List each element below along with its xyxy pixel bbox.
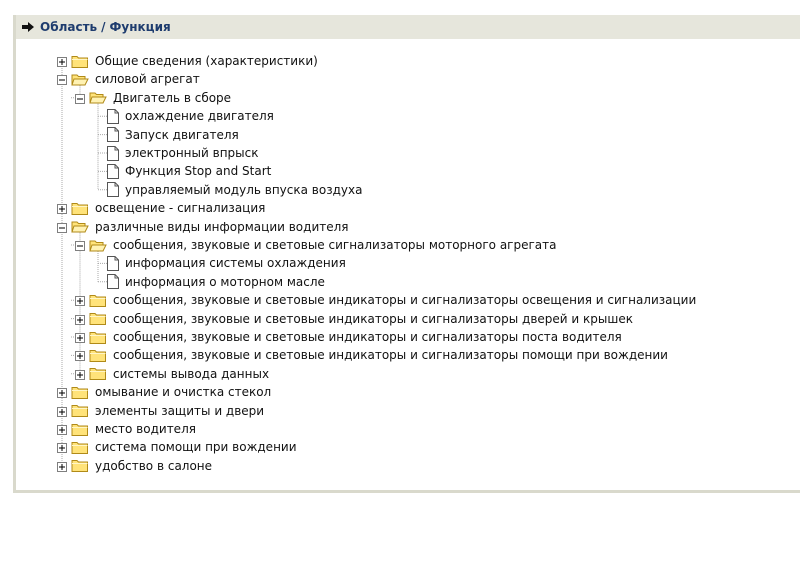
tree-item-label[interactable]: элементы защиты и двери <box>95 403 265 418</box>
tree-item-label[interactable]: информация о моторном масле <box>125 274 325 289</box>
folder-icon <box>89 311 107 326</box>
folder-icon <box>71 440 89 455</box>
tree-document-item[interactable] <box>93 254 346 272</box>
tree-item-label[interactable]: сообщения, звуковые и световые сигнализаторы моторного агрегата <box>113 238 557 252</box>
folder-open-icon <box>71 72 89 87</box>
tree-folder-item[interactable] <box>57 420 196 438</box>
tree-item-label[interactable]: сообщения, звуковые и световые индикаторы и сигнализаторы дверей и крышек <box>113 311 633 326</box>
tree-folder-item[interactable] <box>57 70 200 88</box>
expand-icon[interactable] <box>57 461 67 471</box>
tree-folder-item[interactable] <box>57 199 265 217</box>
tree-item-label[interactable]: электронный впрыск <box>125 146 259 160</box>
expand-icon[interactable] <box>57 424 67 434</box>
breadcrumb-separator: / <box>101 20 106 34</box>
tree-folder-item[interactable] <box>57 218 349 236</box>
tree-document-item[interactable] <box>93 273 325 291</box>
tree-folder-item[interactable] <box>57 457 212 475</box>
tree-item-label[interactable]: системы вывода данных <box>113 366 270 381</box>
expand-icon[interactable] <box>75 350 85 360</box>
folder-open-icon <box>89 90 107 105</box>
tree-item-label[interactable]: различные виды информации водителя <box>95 219 349 234</box>
tree-document-item[interactable] <box>93 162 271 180</box>
tree-item-label[interactable]: информация системы охлаждения <box>125 256 346 271</box>
tree-folder-item[interactable] <box>75 236 556 254</box>
tree-document-item[interactable] <box>93 126 239 144</box>
collapse-icon[interactable] <box>75 93 85 103</box>
expand-icon[interactable] <box>57 442 67 452</box>
folder-icon <box>71 385 89 400</box>
breadcrumb-area[interactable]: Область <box>40 20 98 34</box>
tree-item-label[interactable]: Запуск двигателя <box>125 127 239 142</box>
tree-item-label[interactable]: сообщения, звуковые и световые индикаторы и сигнализаторы помощи при вождении <box>113 348 668 363</box>
folder-open-icon <box>89 238 107 253</box>
expand-icon[interactable] <box>75 314 85 324</box>
document-icon <box>107 274 119 289</box>
tree-document-item[interactable] <box>93 181 362 199</box>
document-icon <box>107 146 119 161</box>
document-icon <box>107 109 119 124</box>
tree-item-label[interactable]: силовой агрегат <box>95 72 200 87</box>
tree-folder-item[interactable] <box>75 346 668 364</box>
tree-folder-item[interactable] <box>75 310 633 328</box>
collapse-icon[interactable] <box>75 240 85 250</box>
tree-panel <box>13 15 800 493</box>
tree-folder-item[interactable] <box>57 438 297 456</box>
tree-item-label[interactable]: сообщения, звуковые и световые индикаторы и сигнализаторы освещения и сигнализации <box>113 293 697 308</box>
tree-item-label[interactable]: Функция Stop and Start <box>125 164 272 179</box>
document-icon <box>107 127 119 142</box>
document-icon <box>107 164 119 179</box>
expand-icon[interactable] <box>57 203 67 213</box>
expand-icon[interactable] <box>57 387 67 397</box>
breadcrumb-function[interactable]: Функция <box>109 20 171 34</box>
tree-item-label[interactable]: освещение - сигнализация <box>95 201 266 216</box>
tree-folder-item[interactable] <box>57 52 318 70</box>
tree-document-item[interactable] <box>93 144 258 162</box>
collapse-icon[interactable] <box>57 222 67 232</box>
expand-icon[interactable] <box>75 295 85 305</box>
folder-icon <box>89 330 107 345</box>
folder-icon <box>89 366 107 381</box>
tree-item-label[interactable]: управляемый модуль впуска воздуха <box>125 182 363 197</box>
tree-item-label[interactable]: охлаждение двигателя <box>125 109 274 124</box>
expand-icon[interactable] <box>75 369 85 379</box>
tree-item-label[interactable]: система помощи при вождении <box>95 440 297 455</box>
folder-open-icon <box>71 219 89 234</box>
tree-item-label[interactable]: место водителя <box>95 422 196 436</box>
folder-icon <box>89 348 107 363</box>
tree-folder-item[interactable] <box>75 291 696 309</box>
folder-icon <box>71 458 89 473</box>
tree-folder-item[interactable] <box>75 89 231 107</box>
folder-icon <box>71 54 89 69</box>
tree-folder-item[interactable] <box>57 402 264 420</box>
document-icon <box>107 182 119 197</box>
expand-icon[interactable] <box>57 56 67 66</box>
folder-icon <box>71 422 89 437</box>
tree-item-label[interactable]: Двигатель в сборе <box>113 90 232 105</box>
tree-document-item[interactable] <box>93 107 274 125</box>
tree-item-label[interactable]: омывание и очистка стекол <box>95 385 272 400</box>
folder-icon <box>71 201 89 216</box>
folder-icon <box>89 293 107 308</box>
tree-folder-item[interactable] <box>75 328 622 346</box>
expand-icon[interactable] <box>57 406 67 416</box>
tree-folder-item[interactable] <box>57 383 271 401</box>
expand-icon[interactable] <box>75 332 85 342</box>
document-icon <box>107 256 119 271</box>
tree-item-label[interactable]: сообщения, звуковые и световые индикаторы и сигнализаторы поста водителя <box>113 330 622 344</box>
folder-icon <box>71 403 89 418</box>
function-tree <box>16 15 800 490</box>
tree-folder-item[interactable] <box>75 365 269 383</box>
collapse-icon[interactable] <box>57 74 67 84</box>
tree-item-label[interactable]: удобство в салоне <box>95 458 213 473</box>
tree-item-label[interactable]: Общие сведения (характеристики) <box>95 54 318 68</box>
